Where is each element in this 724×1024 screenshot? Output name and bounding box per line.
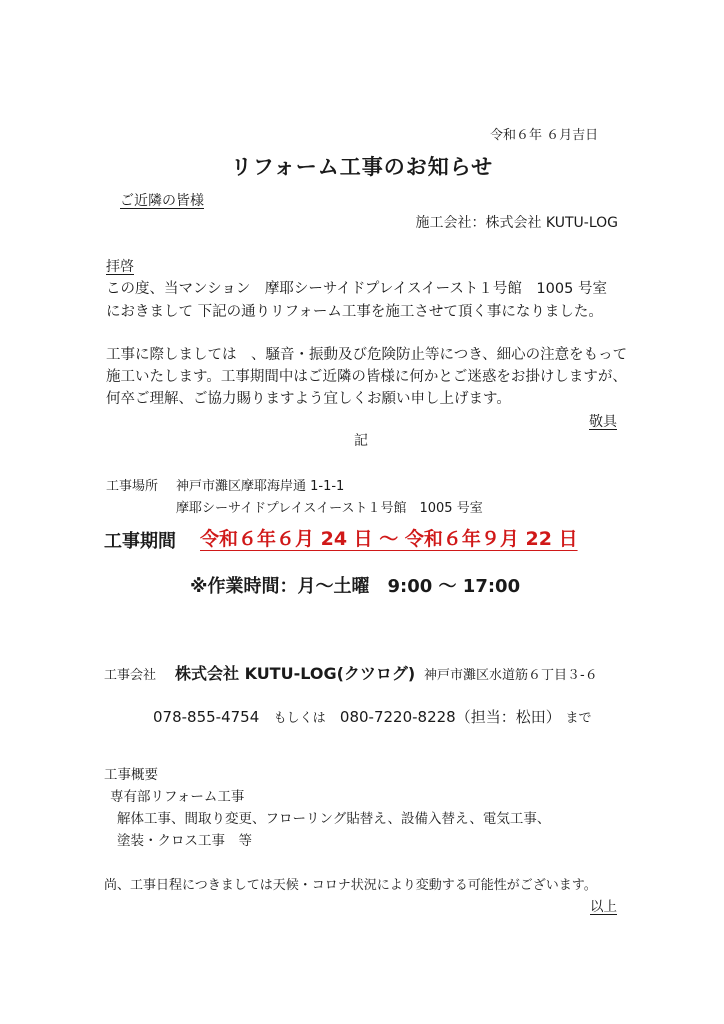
phone-1: 078-855-4754 [153, 708, 260, 726]
addressee: ご近隣の皆様 [120, 193, 204, 209]
body-line-5: 何卒ご理解、ご協力賜りますよう宜しくお願い申し上げます。 [106, 391, 511, 407]
body-line-1: この度、当マンション 摩耶シーサイドプレイスイースト１号館 1005 号室 [106, 281, 607, 297]
end-marker: 以上 [590, 899, 617, 915]
contact-suffix: まで [565, 711, 592, 726]
company-address: 神戸市灘区水道筋６丁目３-６ [424, 668, 598, 683]
period-value: 令和６年６月 24 日 ～ 令和６年９月 22 日 [200, 528, 578, 550]
greeting: 拝啓 [106, 259, 134, 275]
notice-title: リフォーム工事のお知らせ [230, 155, 494, 179]
overview-label: 工事概要 [104, 767, 158, 783]
contact-line [153, 706, 592, 727]
location-label: 工事場所 [106, 479, 159, 494]
body-line-4: 施工いたします。工事期間中はご近隣の皆様に何かとご迷惑をお掛けしますが、 [106, 369, 627, 385]
body-line-3: 工事に際しましては 、騒音・振動及び危険防止等につき、細心の注意をもって [106, 347, 628, 363]
contact-or: もしくは [273, 711, 326, 726]
body-line-2: におきまして 下記の通りリフォーム工事を施工させて頂く事になりました。 [106, 304, 603, 320]
location-line-1: 神戸市灘区摩耶海岸通 1-1-1 [176, 479, 345, 494]
phone-2: 080-7220-8228（担当：松田） [339, 708, 561, 726]
location-line-2: 摩耶シーサイドプレイスイースト１号館 1005 号室 [176, 501, 483, 516]
closing: 敬具 [589, 414, 617, 430]
company-name: 株式会社 KUTU-LOG(クツログ) [175, 664, 416, 683]
overview-line-3: 塗装・クロス工事 等 [117, 833, 252, 849]
contractor: 施工会社：株式会社 KUTU-LOG [415, 215, 618, 231]
overview-line-1: 専有部リフォーム工事 [110, 789, 245, 805]
overview-line-2: 解体工事、間取り変更、フローリング貼替え、設備入替え、電気工事、 [117, 811, 551, 827]
period-label: 工事期間 [104, 531, 176, 552]
ki-marker: 記 [354, 433, 368, 449]
company-label: 工事会社 [104, 668, 157, 683]
notice-date: 令和６年 ６月吉日 [490, 128, 599, 143]
schedule-note: 尚、工事日程につきましては天候・コロナ状況により変動する可能性がございます。 [104, 878, 597, 893]
work-hours: ※作業時間：月～土曜 9:00 ～ 17:00 [190, 576, 521, 597]
